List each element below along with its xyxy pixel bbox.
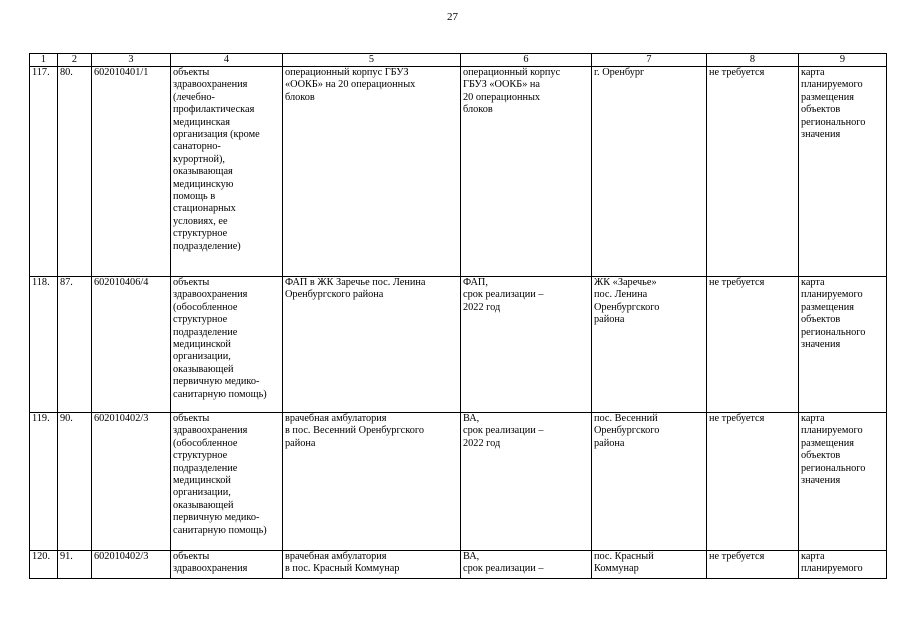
zone-cell: не требуется [707,551,799,579]
code-cell: 602010402/3 [92,413,171,551]
object-name-cell: операционный корпус ГБУЗ «ООКБ» на 20 операционных блоков [283,67,461,277]
object-type-cell: объекты здравоохранения (обособленное структурное подразделение медицинской организации, оказывающей первичную медико- санитарную помощь) [171,277,283,413]
page-bottom-margin [0,580,905,640]
characteristics-cell: ВА, срок реализации – 2022 год [461,413,592,551]
object-type-cell: объекты здравоохранения (лечебно- профилактическая медицинская организация (кроме санаторно- курортной), оказывающая медицинскую помощь в стационарных условиях, ее структурное подразделение) [171,67,283,277]
column-header-6: 6 [461,54,592,67]
row-number-cell: 119. [30,413,58,551]
location-cell: пос. Весенний Оренбургского района [592,413,707,551]
zone-cell: не требуется [707,277,799,413]
object-number-cell: 90. [58,413,92,551]
column-header-7: 7 [592,54,707,67]
object-type-cell: объекты здравоохранения [171,551,283,579]
table-row [30,551,887,579]
object-name-cell: ФАП в ЖК Заречье пос. Ленина Оренбургского района [283,277,461,413]
row-number-cell: 117. [30,67,58,277]
column-header-4: 4 [171,54,283,67]
objects-table [29,53,887,579]
page-number: 27 [447,11,458,23]
object-name-cell: врачебная амбулатория в пос. Весенний Оренбургского района [283,413,461,551]
column-header-8: 8 [707,54,799,67]
row-number-cell: 120. [30,551,58,579]
object-number-cell: 87. [58,277,92,413]
characteristics-cell: операционный корпус ГБУЗ «ООКБ» на 20 операционных блоков [461,67,592,277]
map-cell: карта планируемого размещения объектов регионального значения [799,277,887,413]
row-number-cell: 118. [30,277,58,413]
code-cell: 602010402/3 [92,551,171,579]
table-row [30,277,887,413]
object-number-cell: 91. [58,551,92,579]
zone-cell: не требуется [707,413,799,551]
characteristics-cell: ВА, срок реализации – [461,551,592,579]
location-cell: г. Оренбург [592,67,707,277]
code-cell: 602010401/1 [92,67,171,277]
location-cell: ЖК «Заречье» пос. Ленина Оренбургского района [592,277,707,413]
characteristics-cell: ФАП, срок реализации – 2022 год [461,277,592,413]
zone-cell: не требуется [707,67,799,277]
object-name-cell: врачебная амбулатория в пос. Красный Коммунар [283,551,461,579]
column-header-2: 2 [58,54,92,67]
header-row [30,54,887,67]
table-row [30,413,887,551]
column-header-1: 1 [30,54,58,67]
column-header-3: 3 [92,54,171,67]
map-cell: карта планируемого [799,551,887,579]
object-number-cell: 80. [58,67,92,277]
code-cell: 602010406/4 [92,277,171,413]
column-header-9: 9 [799,54,887,67]
object-type-cell: объекты здравоохранения (обособленное структурное подразделение медицинской организации, оказывающей первичную медико- санитарную помощь) [171,413,283,551]
map-cell: карта планируемого размещения объектов регионального значения [799,413,887,551]
column-header-5: 5 [283,54,461,67]
map-cell: карта планируемого размещения объектов регионального значения [799,67,887,277]
table-row [30,67,887,277]
location-cell: пос. Красный Коммунар [592,551,707,579]
